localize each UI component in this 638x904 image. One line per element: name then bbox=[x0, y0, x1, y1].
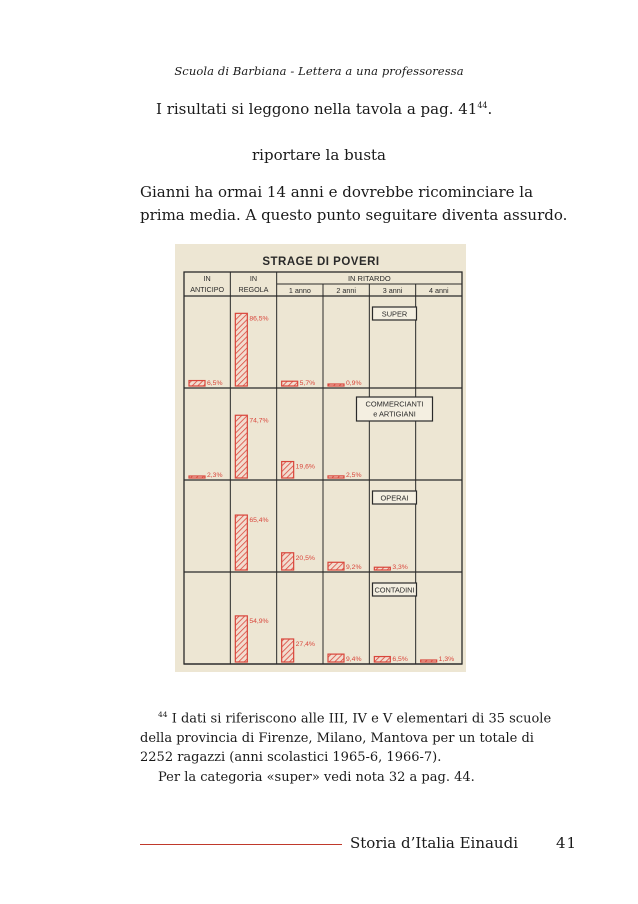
chart-bar bbox=[235, 616, 247, 662]
paragraph-busta: riportare la busta bbox=[252, 146, 386, 164]
footnote bbox=[140, 705, 552, 787]
chart-bar bbox=[189, 476, 205, 478]
chart-category-label: IN bbox=[249, 274, 258, 283]
chart-data-label: 65,4% bbox=[249, 517, 269, 525]
chart-category-label: REGOLA bbox=[238, 285, 269, 294]
chart-bar bbox=[421, 660, 437, 662]
chart-bar bbox=[282, 553, 294, 570]
footnote-line-4: Per la categoria «super» vedi nota 32 a pag. 44. bbox=[158, 769, 475, 785]
paragraph-gianni bbox=[140, 181, 568, 227]
chart-data-label: 2,5% bbox=[346, 472, 362, 479]
chart-category-label: 1 anno bbox=[288, 286, 311, 295]
chart-data-label: 20,5% bbox=[295, 554, 315, 562]
chart-legends bbox=[357, 307, 433, 596]
chart-bar bbox=[328, 384, 344, 386]
footnote-line-3: 2252 ragazzi (anni scolastici 1965-6, 1966-7). bbox=[140, 750, 442, 766]
chart-bar bbox=[282, 462, 294, 478]
chart-data-label: 54,9% bbox=[249, 617, 269, 625]
paragraph-gianni-line-2: prima media. A questo punto seguitare diventa assurdo. bbox=[140, 206, 568, 224]
chart-data-label: 2,3% bbox=[207, 472, 223, 479]
chart-legend-label: OPERAI bbox=[380, 493, 409, 503]
chart-category-label: 3 anni bbox=[382, 286, 403, 295]
paragraph-results-end: . bbox=[487, 100, 493, 118]
chart-data-label: 9,4% bbox=[346, 656, 362, 663]
chart-group-header: IN RITARDO bbox=[347, 274, 391, 283]
chart-data-label: 3,3% bbox=[392, 564, 408, 571]
chart-bar bbox=[374, 567, 390, 570]
paragraph-results-text: I risultati si leggono nella tavola a pag. 41 bbox=[156, 100, 478, 118]
chart-bar bbox=[328, 654, 344, 662]
chart-data-label: 27,4% bbox=[295, 640, 315, 648]
chart-figure bbox=[175, 244, 466, 672]
paragraph-results bbox=[156, 100, 492, 118]
chart-bar bbox=[189, 381, 205, 386]
chart-data-label: 86,5% bbox=[249, 315, 269, 323]
chart-data-label: 0,9% bbox=[346, 380, 362, 387]
chart-legend-label: SUPER bbox=[381, 309, 408, 319]
chart-bar bbox=[235, 515, 247, 570]
paragraph-gianni-line-1: Gianni ha ormai 14 anni e dovrebbe ricominciare la bbox=[140, 183, 534, 201]
chart-bar bbox=[328, 476, 344, 478]
chart-bar bbox=[235, 415, 247, 478]
chart-category-label: 4 anni bbox=[429, 286, 449, 295]
chart-bar bbox=[282, 381, 298, 386]
chart-bar bbox=[328, 562, 344, 570]
chart-data-label: 6,5% bbox=[207, 380, 223, 387]
chart-bar bbox=[235, 313, 247, 386]
chart-category-label: IN bbox=[203, 274, 211, 283]
chart-data-label: 1,3% bbox=[438, 656, 455, 663]
chart-grid bbox=[184, 272, 462, 664]
chart-bar bbox=[282, 639, 294, 662]
chart-bar bbox=[374, 657, 390, 662]
footnote-reference[interactable]: 44 bbox=[477, 101, 488, 110]
chart-data-label: 74,7% bbox=[249, 417, 269, 425]
chart-data-label: 19,6% bbox=[295, 463, 315, 471]
chart-data-label: 9,2% bbox=[346, 564, 362, 571]
chart-legend-label: COMMERCIANTI bbox=[365, 399, 424, 409]
chart-legend-label: CONTADINI bbox=[374, 585, 415, 595]
chart-bars bbox=[189, 313, 437, 662]
footnote-line-1 bbox=[140, 705, 552, 729]
chart-legend-label: e ARTIGIANI bbox=[373, 409, 416, 419]
footer-rule bbox=[140, 844, 342, 845]
page-number: 41 bbox=[556, 834, 578, 852]
running-head: Scuola di Barbiana - Lettera a una professoressa bbox=[174, 64, 464, 78]
footnote-number: 44 bbox=[158, 710, 168, 719]
chart-category-label: ANTICIPO bbox=[190, 285, 225, 294]
chart-category-label: 2 anni bbox=[336, 286, 356, 295]
footnote-line-2: della provincia di Firenze, Milano, Mantova per un totale di bbox=[140, 730, 534, 746]
chart-svg bbox=[175, 244, 466, 672]
chart-data-label: 5,7% bbox=[299, 380, 316, 387]
footnote-line-1-text: I dati si riferiscono alle III, IV e V elementari di 35 scuole bbox=[171, 711, 552, 727]
chart-data-label: 6,5% bbox=[392, 656, 408, 663]
footer-publisher: Storia d’Italia Einaudi bbox=[350, 834, 518, 852]
chart-title: STRAGE DI POVERI bbox=[262, 256, 380, 268]
